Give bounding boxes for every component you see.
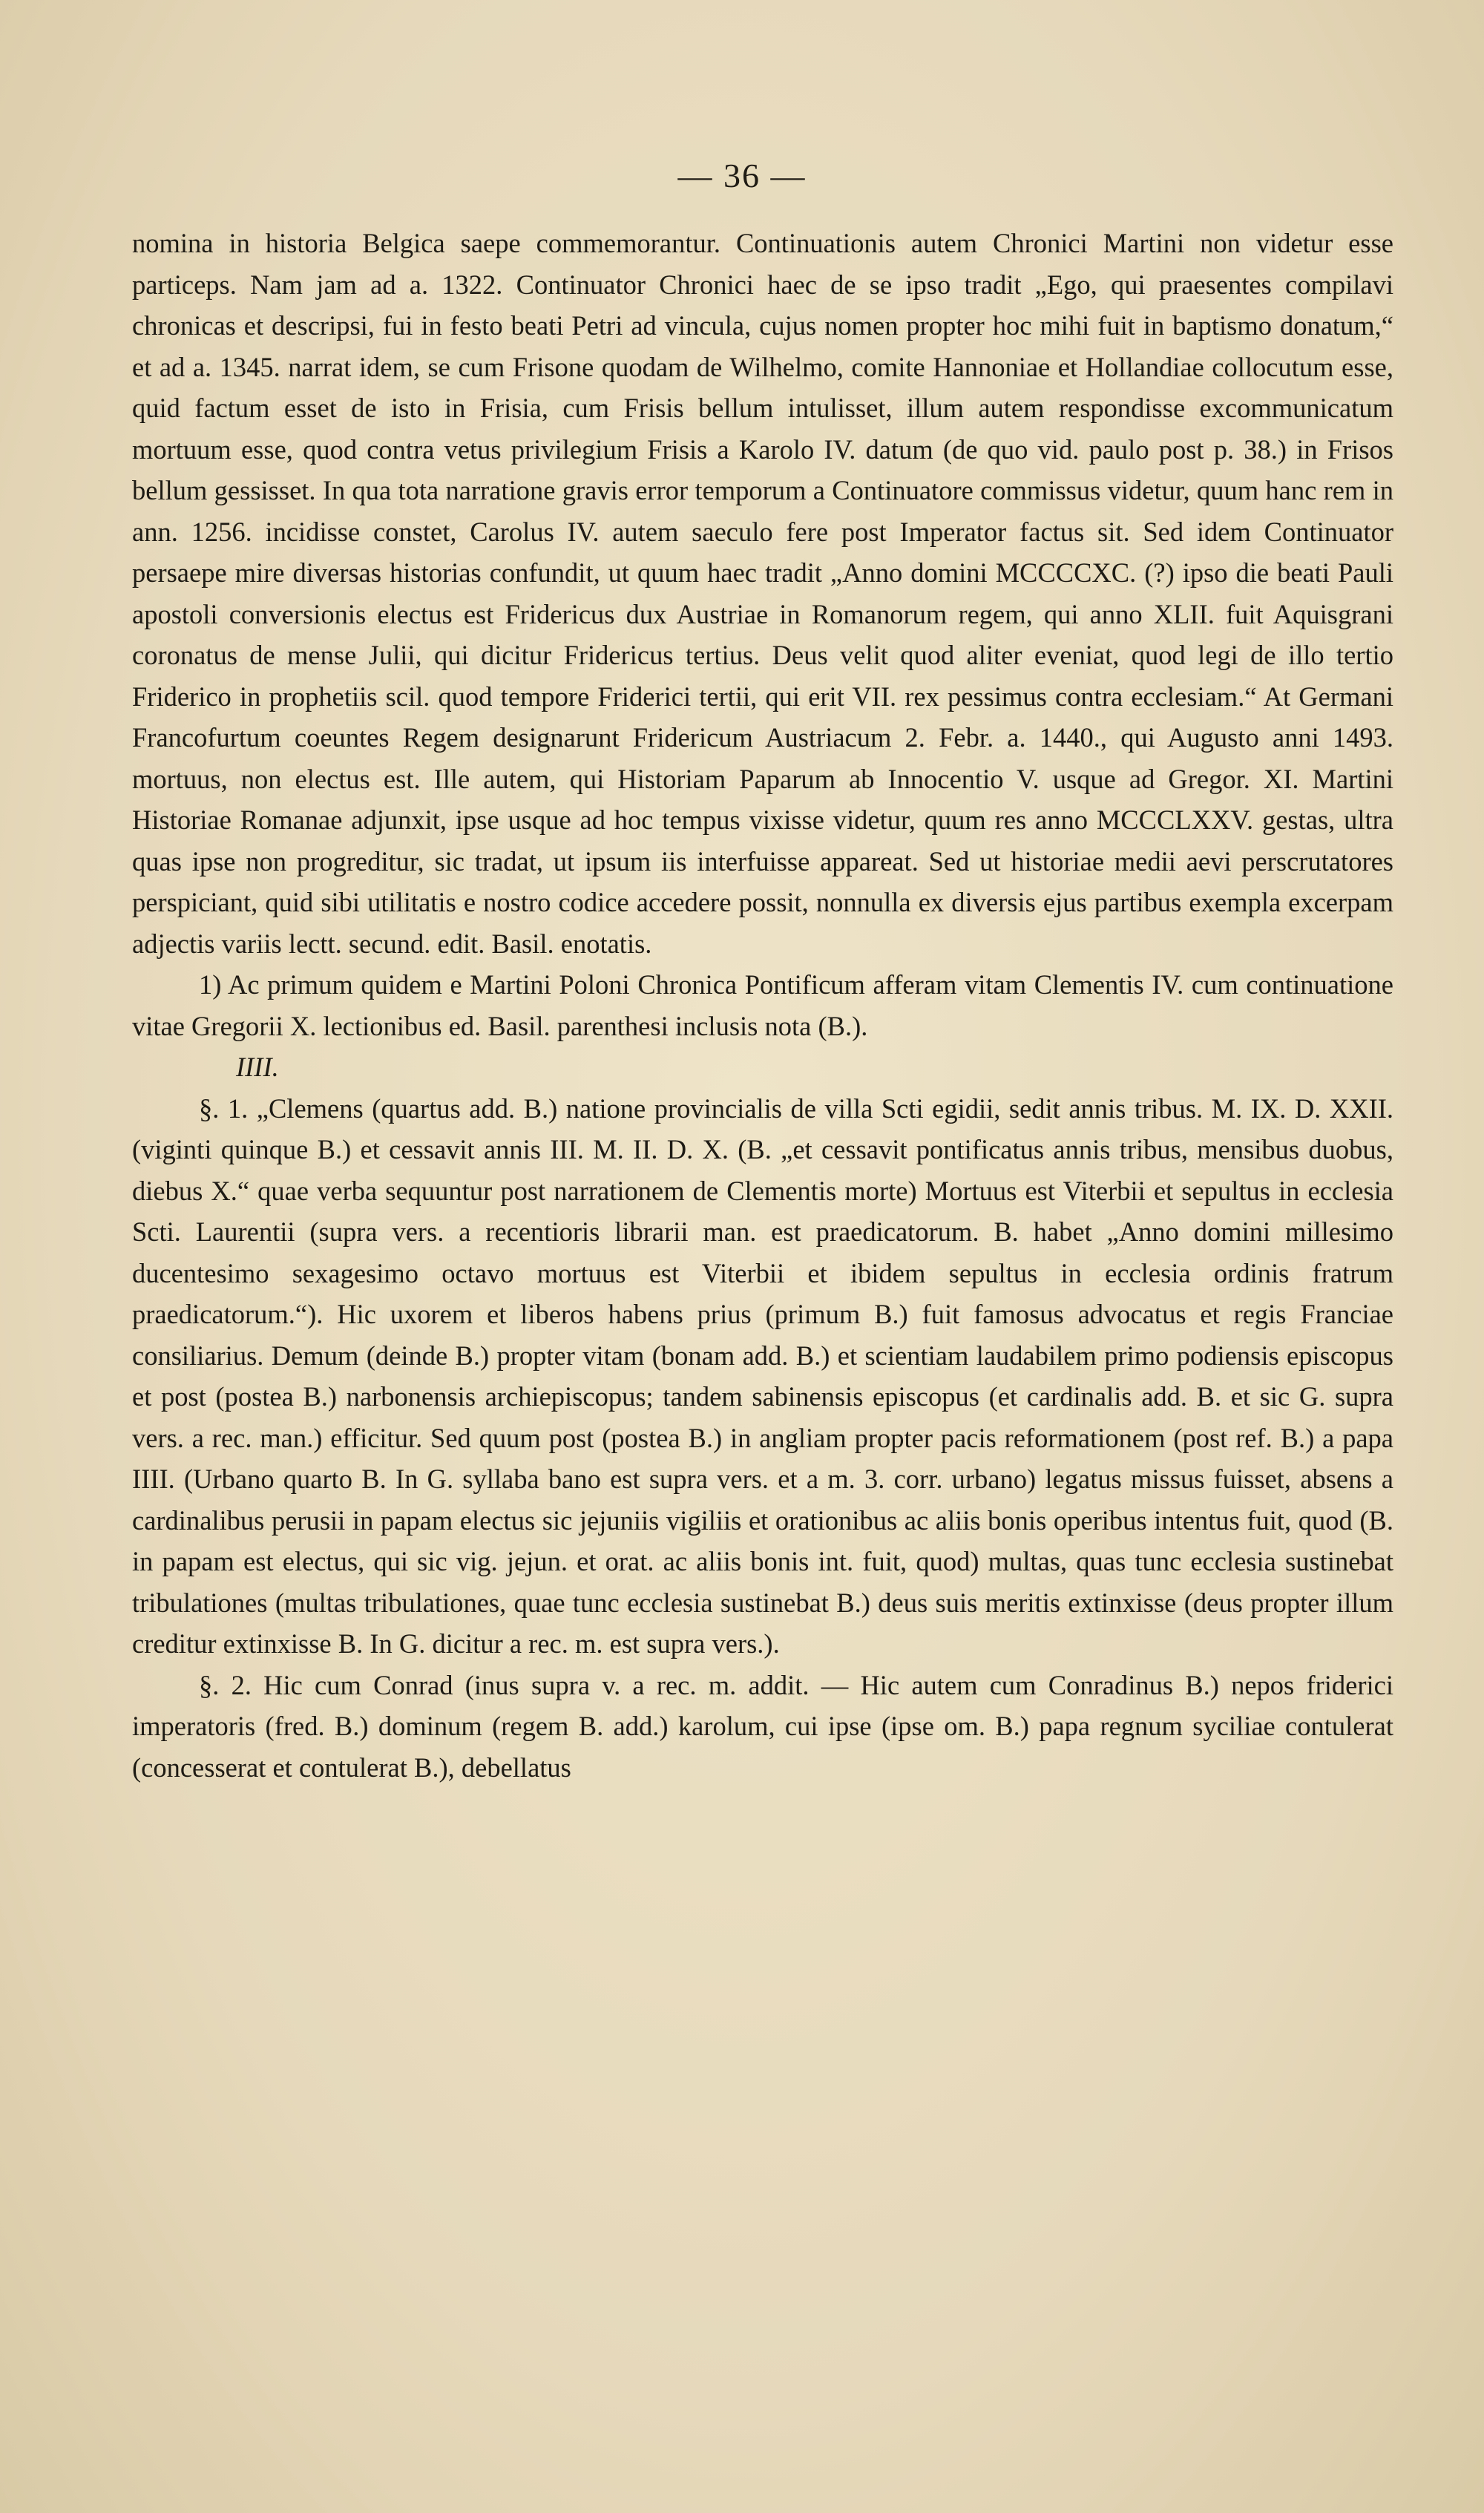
paragraph: nomina in historia Belgica saepe commemorantur. Continuationis autem Chronici Martini non videtur esse particeps. Nam jam ad a. 1322. Continuator Chronici haec de se ipso tradit „Ego, qui praesentes compilavi chronicas et descripsi, fui in festo beati Petri ad vincula, cujus nomen propter hoc mihi fuit in baptismo donatum,“ et ad a. 1345. narrat idem, se cum Frisone quodam de Wilhelmo, comite Hannoniae et Hollandiae collocutum esse, quid factum esset de isto in Frisia, cum Frisis bellum intulisset, illum autem respondisse excommunicatum mortuum esse, quod contra vetus privilegium Frisis a Karolo IV. datum (de quo vid. paulo post p. 38.) in Frisos bellum gessisset. In qua tota narratione gravis error temporum a Continuatore commissus videtur, quum hanc rem in ann. 1256. incidisse constet, Carolus IV. autem saeculo fere post Imperator factus sit. Sed idem Continuator persaepe mire diversas historias confundit, ut quum haec tradit „Anno domini MCCCCXC. (?) ipso die beati Pauli apostoli conversionis electus est Fridericus dux Austriae in Romanorum regem, qui anno XLII. fuit Aquisgrani coronatus de mense Julii, qui dicitur Fridericus tertius. Deus velit quod aliter eveniat, quod legi de illo tertio Friderico in prophetiis scil. quod tempore Friderici tertii, qui erit VII. rex pessimus contra ecclesiam.“ At Germani Francofurtum coeuntes Regem designarunt Fridericum Austriacum 2. Febr. a. 1440., qui Augusto anni 1493. mortuus, non electus est. Ille autem, qui Historiam Paparum ab Innocentio V. usque ad Gregor. XI. Martini Historiae Romanae adjunxit, ipse usque ad hoc tempus vixisse videtur, quum res anno MCCCLXXV. gestas, ultra quas ipse non progreditur, sic tradat, ut ipsum iis interfuisse appareat. Sed ut historiae medii aevi perscrutatores perspiciant, quid sibi utilitatis e nostro codice accedere possit, nonnulla ex diversis ejus partibus exempla excerpam adjectis variis lectt. secund. edit. Basil. enotatis. [132,228,1393,959]
paragraph: §. 2. Hic cum Conrad (inus supra v. a rec. m. addit. — Hic autem cum Conradinus B.) nepos friderici imperatoris (fred. B.) dominum (regem B. add.) karolum, cui ipse (ipse om. B.) papa regnum syciliae contulerat (concesserat et contulerat B.), debellatus [132,1669,1393,1783]
paragraph: 1) Ac primum quidem e Martini Poloni Chronica Pontificum afferam vitam Clementis IV. cum continuatione vitae Gregorii X. lectionibus ed. Basil. parenthesi inclusis nota (B.). [132,969,1393,1041]
page-number: — 36 — [677,157,807,194]
paragraph: §. 1. „Clemens (quartus add. B.) natione provincialis de villa Scti egidii, sedit annis tribus. M. IX. D. XXII. (viginti quinque B.) et cessavit annis III. M. II. D. X. (B. „et cessavit pontificatus annis tribus, mensibus duobus, diebus X.“ quae verba sequuntur post narrationem de Clementis morte) Mortuus est Viterbii et sepultus in ecclesia Scti. Laurentii (supra vers. a recentioris librarii man. est praedicatorum. B. habet „Anno domini millesimo ducentesimo sexagesimo octavo mortuus est Viterbii et ibidem sepultus in ecclesia ordinis fratrum praedicatorum.“). Hic uxorem et liberos habens prius (primum B.) fuit famosus advocatus et regis Franciae consiliarius. Demum (deinde B.) propter vitam (bonam add. B.) et scientiam laudabilem primo podiensis episcopus et post (postea B.) narbonensis archiepiscopus; tandem sabinensis episcopus (et cardinalis add. B. et sic G. supra vers. a rec. man.) efficitur. Sed quum post (postea B.) in angliam propter pacis reformationem (post ref. B.) a papa IIII. (Urbano quarto B. In G. syllaba bano est supra vers. et a m. 3. corr. urbano) legatus missus fuisset, absens a cardinalibus perusii in papam electus sic jejuniis vigiliis et orationibus ac aliis bonis operibus intentus fuit, quod (B. in papam est electus, qui sic vig. jejun. et orat. ac aliis bonis int. fuit, quod) multas, quas tunc ecclesia sustinebat tribulationes (multas tribulationes, quae tunc ecclesia sustinebat B.) deus suis meritis extinxisse (deus propter illum creditur extinxisse B. In G. dicitur a rec. m. est supra vers.). [132,1092,1393,1659]
body-text [132,223,1393,1788]
section-numeral: IIII. [236,1052,279,1082]
